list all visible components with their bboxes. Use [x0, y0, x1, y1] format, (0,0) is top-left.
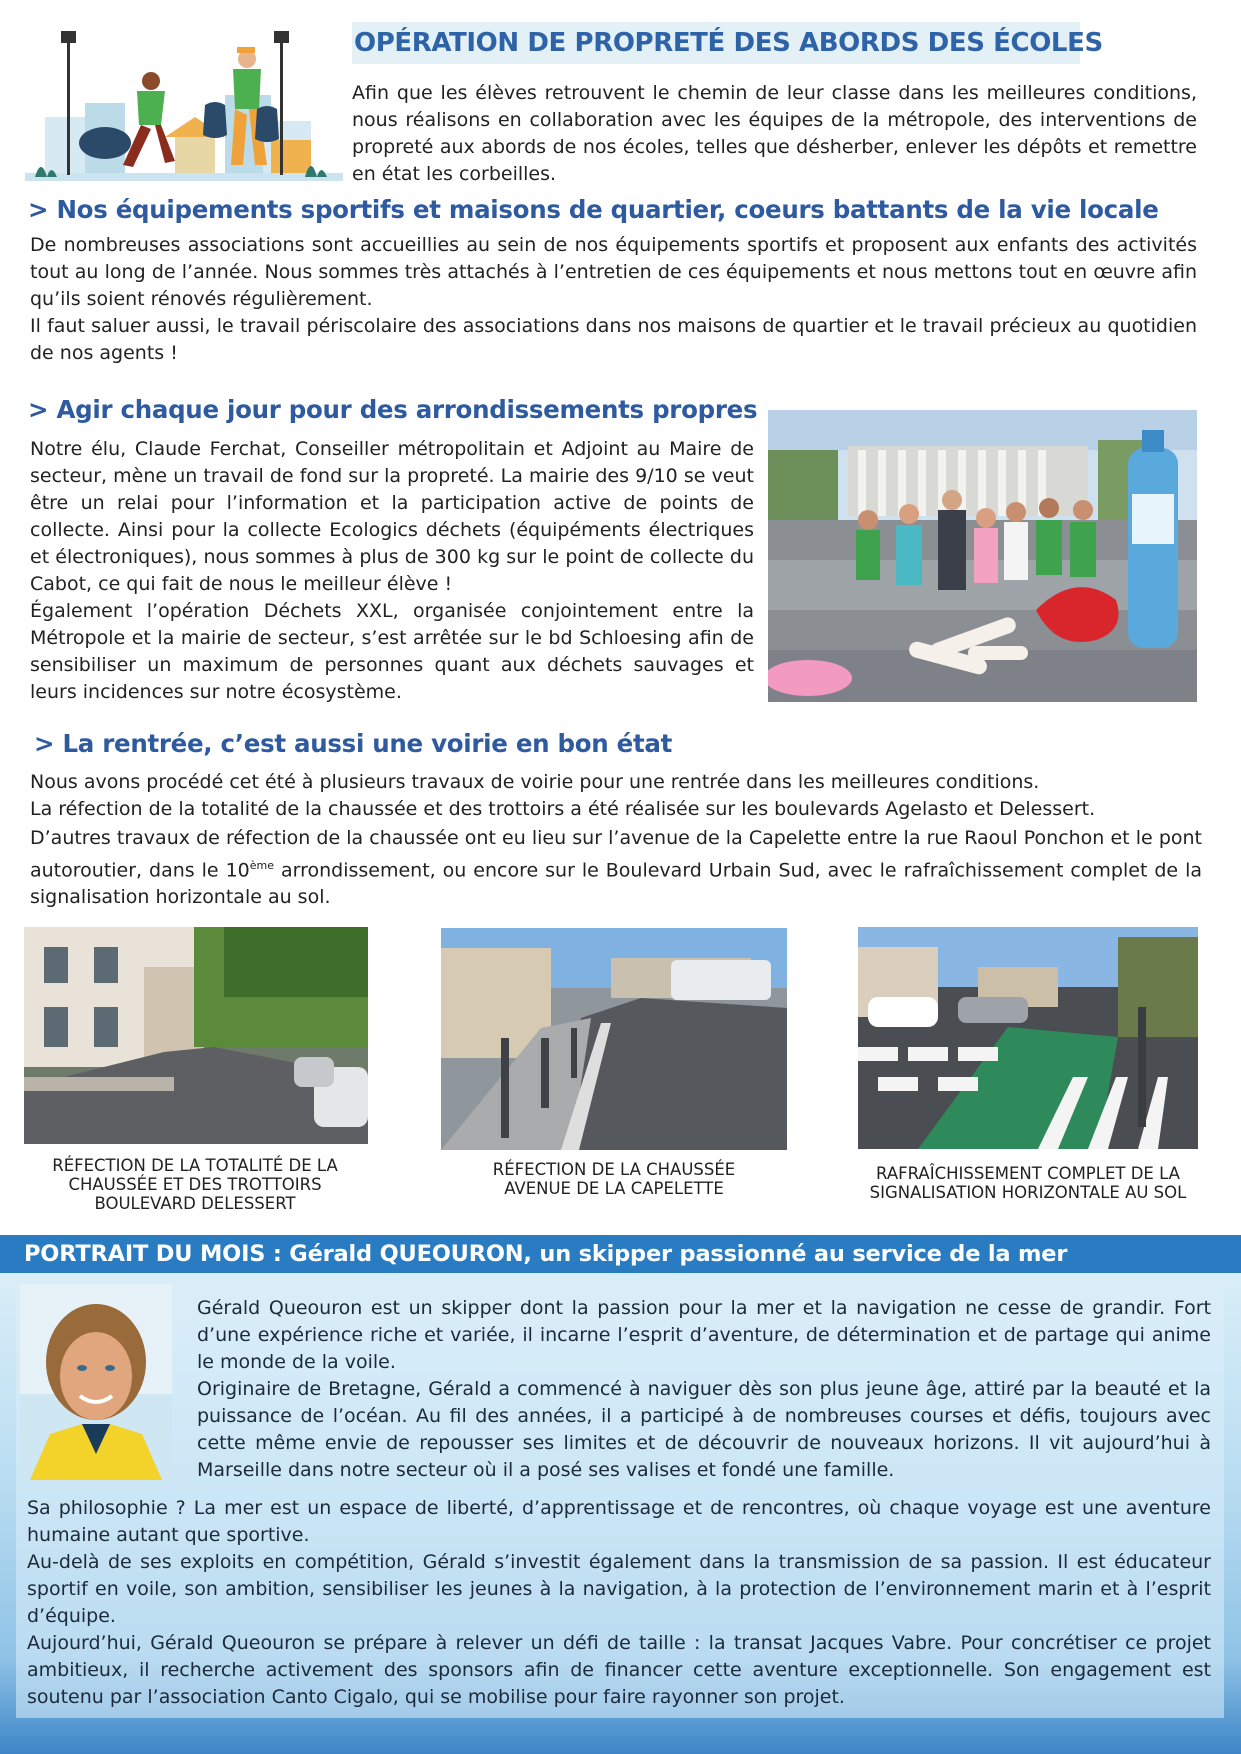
collection-event-drawing	[768, 410, 1197, 702]
roads-line-end: arrondissement, ou encore sur le Boulevard Urbain Sud, avec le rafraîchissement complet de la signalisation horizontale au sol.	[30, 859, 1202, 909]
portrait-paragraph: Sa philosophie ? La mer est un espace de liberté, d’apprentissage et de rencontres, où chaque voyage est une aventure humaine autant que sportive.	[27, 1497, 1211, 1546]
portrait-paragraph: Gérald Queouron est un skipper dont la passion pour la mer et la navigation ne cesse de grandir. Fort d’une expérience riche et variée, il incarne l’esprit d’aventure, de détermination et de partage qui anime le monde de la voile.	[197, 1297, 1211, 1373]
skipper-photo	[20, 1284, 172, 1480]
clean-districts-paragraph: Également l’opération Déchets XXL, organisée conjointement entre la Métropole et la mairie de secteur, s’est arrêtée sur le bd Schloesing afin de sensibiliser un maximum de personnes quant aux déchets sauvages et leurs incidences sur notre écosystème.	[30, 600, 754, 703]
cleanliness-text: Afin que les élèves retrouvent le chemin de leur classe dans les meilleures conditions, nous réalisons en collaboration avec les équipes de la métropole, des interventions de propreté aux abords de nos écoles, telles que désherber, enlever les dépôts et remettre en état les corbeilles.	[352, 82, 1197, 185]
clean-districts-paragraph: Notre élu, Claude Ferchat, Conseiller métropolitain et Adjoint au Maire de secteur, mène un travail de fond sur la propreté. La mairie des 9/10 se veut être un relai pour l’information et la participation active de points de collecte. Ainsi pour la collecte Ecologics déchets (équipéments électriques et électroniques), nous sommes à plus de 300 kg sur le point de collecte du Cabot, ce qui fait de nous le meilleur élève !	[30, 438, 754, 595]
capelette-drawing	[441, 928, 787, 1150]
roads-line	[30, 825, 1202, 911]
sports-text	[30, 232, 1197, 367]
delessert-drawing	[24, 927, 368, 1144]
delessert-photo	[24, 927, 368, 1144]
portrait-paragraph: Originaire de Bretagne, Gérald a commencé à naviguer dès son plus jeune âge, attiré par la beauté et la puissance de l’océan. Au fil des années, il a participé à de nombreuses courses et défis, toujours avec cette même envie de repousser ses limites et de découvrir de nouveaux horizons. Il vit aujourd’hui à Marseille dans notre secteur où il a posé ses valises et fondé une famille.	[197, 1378, 1211, 1481]
portrait-more	[27, 1495, 1211, 1711]
sports-paragraph: Il faut saluer aussi, le travail périscolaire des associations dans nos maisons de quartier et le travail précieux au quotidien de nos agents !	[30, 315, 1197, 364]
roads-line-start: D’autres travaux de réfection de la chaussée ont eu lieu sur l’avenue de la Capelette entre la rue Raoul Ponchon et le pont autoroutier, dans le 10	[30, 827, 1202, 882]
ordinal-suffix: ème	[249, 859, 275, 872]
signalisation-photo	[858, 927, 1198, 1149]
roads-line: Nous avons procédé cet été à plusieurs travaux de voirie pour une rentrée dans les meilleures conditions.	[30, 771, 1040, 793]
photo-caption: RÉFECTION DE LA CHAUSSÉE AVENUE DE LA CAPELETTE	[492, 1160, 736, 1198]
roads-heading: > La rentrée, c’est aussi une voirie en bon état	[34, 729, 673, 758]
photo-caption: RÉFECTION DE LA TOTALITÉ DE LA CHAUSSÉE ET DES TROTTOIRS BOULEVARD DELESSERT	[52, 1156, 338, 1213]
skipper-drawing	[20, 1284, 172, 1480]
roads-line: La réfection de la totalité de la chaussée et des trottoirs a été réalisée sur les boulevards Agelasto et Delessert.	[30, 798, 1096, 820]
portrait-paragraph: Aujourd’hui, Gérald Queouron se prépare à relever un défi de taille : la transat Jacques Vabre. Pour concrétiser ce projet ambitieux, il recherche activement des sponsors afin de financer cette aventure exceptionnelle. Son engagement est soutenu par l’association Canto Cigalo, qui se mobilise pour faire rayonner son projet.	[27, 1632, 1211, 1708]
portrait-banner: PORTRAIT DU MOIS : Gérald QUEOURON, un skipper passionné au service de la mer	[0, 1235, 1241, 1273]
portrait-intro	[197, 1295, 1211, 1484]
sports-paragraph: De nombreuses associations sont accueillies au sein de nos équipements sportifs et proposent aux enfants des activités tout au long de l’année. Nous sommes très attachés à l’entretien de ces équipements et nous mettons tout en œuvre afin qu’ils soient rénovés régulièrement.	[30, 234, 1197, 310]
roads-text	[30, 769, 1202, 911]
cleaning-illustration	[25, 25, 343, 185]
capelette-photo	[441, 928, 787, 1150]
signalisation-drawing	[858, 927, 1198, 1149]
cleanliness-title: OPÉRATION DE PROPRETÉ DES ABORDS DES ÉCOLES	[352, 22, 1080, 64]
collection-event-photo	[768, 410, 1197, 702]
photo-caption: RAFRAÎCHISSEMENT COMPLET DE LA SIGNALISATION HORIZONTALE AU SOL	[869, 1164, 1187, 1202]
clean-districts-heading: > Agir chaque jour pour des arrondissements propres	[28, 395, 758, 424]
sports-heading: > Nos équipements sportifs et maisons de quartier, coeurs battants de la vie locale	[28, 195, 1159, 224]
cleaners-drawing	[25, 25, 343, 185]
portrait-paragraph: Au-delà de ses exploits en compétition, Gérald s’investit également dans la transmission de sa passion. Il est éducateur sportif en voile, son ambition, sensibiliser les jeunes à la navigation, à la protection de l’environnement marin et à l’esprit d’équipe.	[27, 1551, 1211, 1627]
clean-districts-text	[30, 436, 754, 706]
